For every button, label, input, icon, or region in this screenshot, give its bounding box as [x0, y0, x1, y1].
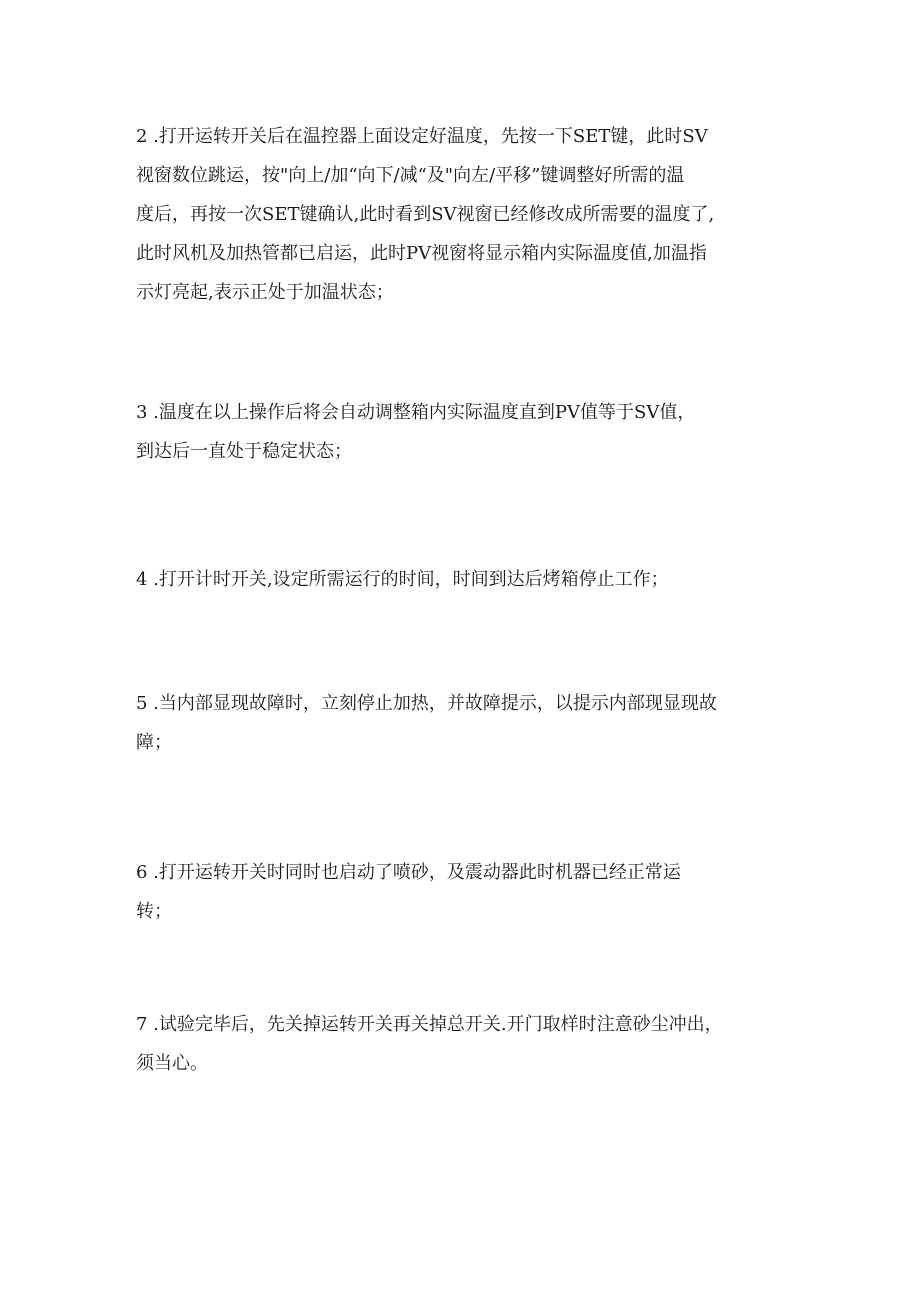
text-line: 须当心。: [136, 1053, 208, 1074]
text-line: 示灯亮起,表示正处于加温状态；: [136, 282, 394, 303]
text-line: 4 .打开计时开关,设定所需运行的时间，时间到达后烤箱停止工作；: [136, 569, 669, 590]
step-paragraph-6: [136, 853, 796, 931]
text-line: 转；: [136, 901, 172, 922]
text-line: 3 .温度在以上操作后将会自动调整箱内实际温度直到PV值等于SV值，: [136, 402, 696, 423]
text-line: 到达后一直处于稳定状态；: [136, 441, 352, 462]
text-line: 障；: [136, 732, 172, 753]
step-paragraph-7: [136, 1005, 796, 1083]
step-paragraph-2: [136, 117, 796, 312]
step-paragraph-5: [136, 684, 796, 762]
step-paragraph-3: [136, 393, 796, 471]
text-line: 2 .打开运转开关后在温控器上面设定好温度，先按一下SET键，此时SV: [136, 126, 708, 147]
text-line: 7 .试验完毕后，先关掉运转开关再关掉总开关.开门取样时注意砂尘冲出，: [136, 1014, 723, 1035]
step-paragraph-4: [136, 560, 796, 599]
text-line: 此时风机及加热管都已启运，此时PV视窗将显示箱内实际温度值,加温指: [136, 243, 707, 264]
text-line: 视窗数位跳运，按"向上/加“向下/减“及"向左/平移”键调整好所需的温: [136, 165, 685, 186]
text-line: 5 .当内部显现故障时，立刻停止加热，并故障提示，以提示内部现显现故: [136, 693, 717, 714]
text-line: 度后，再按一次SET键确认,此时看到SV视窗已经修改成所需要的温度了,: [136, 204, 715, 225]
text-line: 6 .打开运转开关时同时也启动了喷砂，及震动器此时机器已经正常运: [136, 862, 681, 883]
